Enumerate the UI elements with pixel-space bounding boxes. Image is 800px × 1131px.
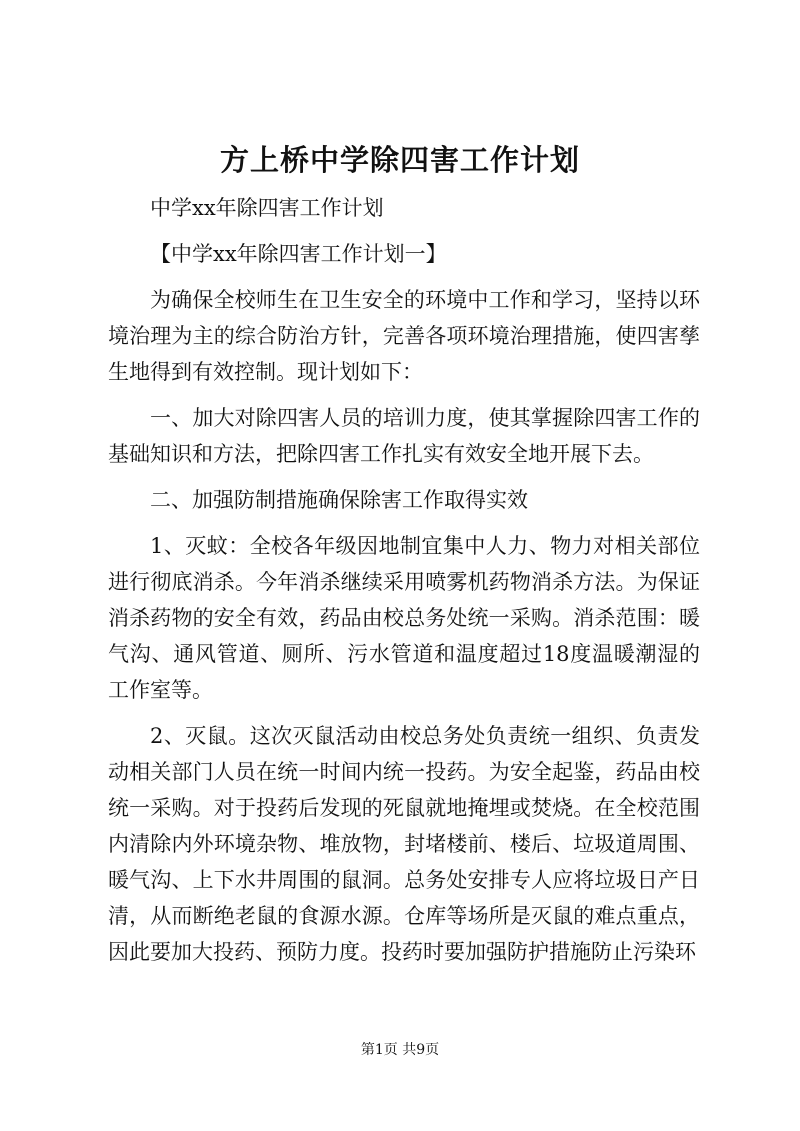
page-title: 方上桥中学除四害工作计划 [219, 143, 580, 177]
subtitle-paragraph: 中学xx年除四害工作计划 [150, 196, 384, 220]
intro-paragraph: 为确保全校师生在卫生安全的环境中工作和学习，坚持以环境治理为主的综合防治方针，完善各项环境治理措施，使四害孳生地得到有效控制。现计划如下： [108, 288, 700, 384]
item-two-paragraph: 二、加强防制措施确保除害工作取得实效 [150, 488, 528, 512]
document-body [108, 190, 700, 980]
rodent-control-paragraph: 2、灭鼠。这次灭鼠活动由校总务处负责统一组织、负责发动相关部门人员在统一时间内统一投药。为安全起鉴，药品由校统一采购。对于投药后发现的死鼠就地掩埋或焚烧。在全校范围内清除内外环境杂物、堆放物，封堵楼前、楼后、垃圾道周围、暖气沟、上下水井周围的鼠洞。总务处安排专人应将垃圾日产日清，从而断绝老鼠的食源水源。仓库等场所是灭鼠的难点重点，因此要加大投药、预防力度。投药时要加强防护措施防止污染环 [108, 724, 700, 964]
item-one-paragraph: 一、加大对除四害人员的培训力度，使其掌握除四害工作的基础知识和方法，把除四害工作扎实有效安全地开展下去。 [108, 406, 700, 466]
section-heading-paragraph: 【中学xx年除四害工作计划一】 [150, 242, 447, 266]
page-footer: 第1页 共9页 [360, 1042, 440, 1058]
mosquito-control-paragraph: 1、灭蚊：全校各年级因地制宜集中人力、物力对相关部位进行彻底消杀。今年消杀继续采用喷雾机药物消杀方法。为保证消杀药物的安全有效，药品由校总务处统一采购。消杀范围：暖气沟、通风管道、厕所、污水管道和温度超过18度温暖潮湿的工作室等。 [108, 534, 700, 702]
